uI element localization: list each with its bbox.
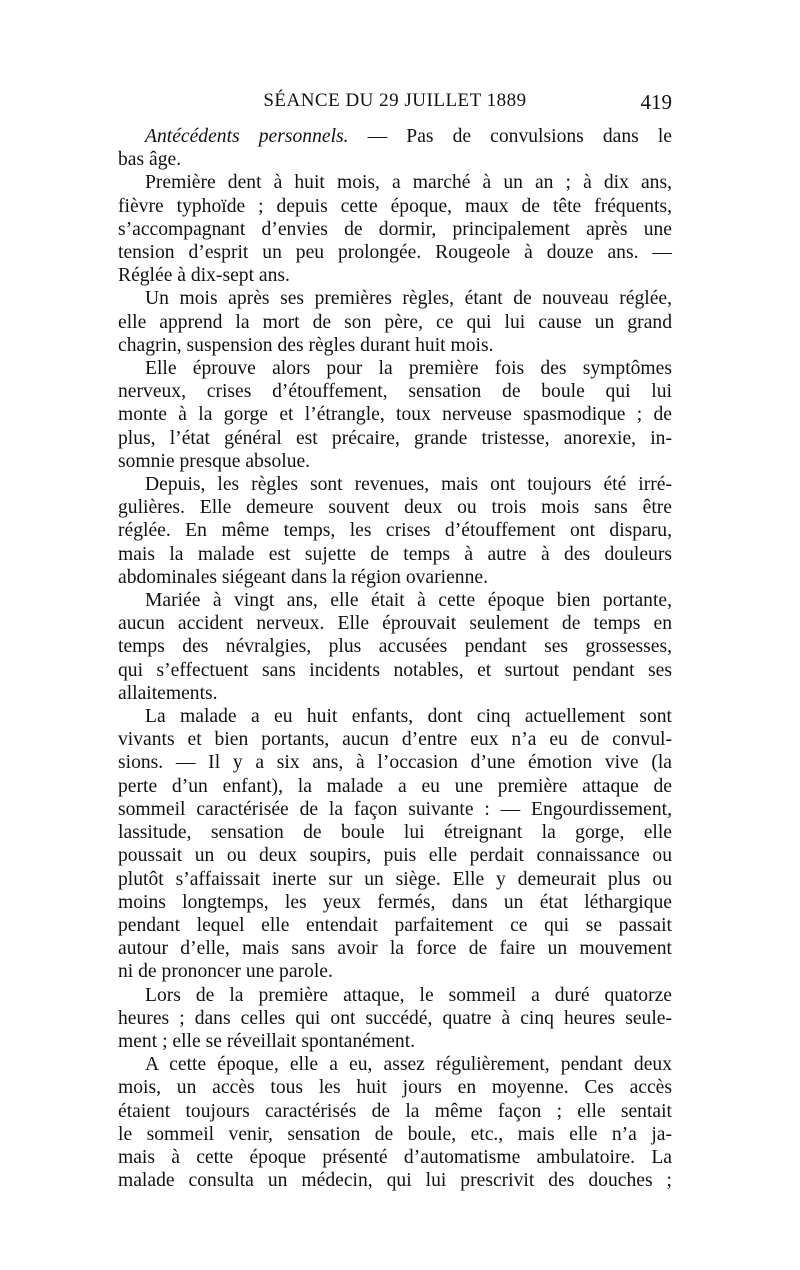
line-text: Un mois après ses premières règles, étant de nouveau réglée,	[145, 288, 672, 310]
line-text: La malade a eu huit enfants, dont cinq actuellement sont	[145, 706, 672, 728]
text-line	[118, 635, 672, 658]
text-line	[118, 543, 672, 566]
text-line	[118, 148, 672, 171]
line-text: monte à la gorge et l’étrangle, toux nerveuse spasmodique ; de	[118, 404, 672, 426]
text-line	[118, 287, 672, 310]
text-line	[118, 798, 672, 821]
text-line	[118, 1146, 672, 1169]
line-text: bas âge.	[118, 149, 182, 171]
text-line	[118, 427, 672, 450]
text-line	[118, 1030, 672, 1053]
line-text: allaitements.	[118, 682, 218, 704]
text-line	[118, 751, 672, 774]
line-text: temps des névralgies, plus accusées pendant ses grossesses,	[118, 636, 672, 658]
text-line	[118, 1007, 672, 1030]
text-line	[118, 682, 672, 705]
text-line	[118, 775, 672, 798]
line-text: pendant lequel elle entendait parfaitement ce qui se passait	[118, 914, 672, 936]
line-text: — Pas de convulsions dans le	[348, 126, 672, 147]
text-line	[118, 450, 672, 473]
line-text: Première dent à huit mois, a marché à un an ; à dix ans,	[145, 172, 672, 194]
text-line	[118, 937, 672, 960]
text-line	[118, 589, 672, 612]
line-text: Lors de la première attaque, le sommeil a duré quatorze	[145, 984, 672, 1006]
text-line	[118, 519, 672, 542]
text-line	[118, 1169, 672, 1192]
line-text: moins longtemps, les yeux fermés, dans un état léthargique	[118, 891, 672, 913]
text-line	[118, 195, 672, 218]
text-line	[118, 612, 672, 635]
line-text: aucun accident nerveux. Elle éprouvait seulement de temps en	[118, 613, 672, 635]
line-text: nerveux, crises d’étouffement, sensation de boule qui lui	[118, 381, 672, 403]
text-line	[118, 218, 672, 241]
text-line	[118, 380, 672, 403]
text-line	[118, 891, 672, 914]
line-text: plutôt s’affaissait inerte sur un siège. Elle y demeurait plus ou	[118, 868, 672, 890]
line-text: Réglée à dix-sept ans.	[118, 265, 290, 287]
line-text: elle apprend la mort de son père, ce qui lui cause un grand	[118, 311, 672, 333]
text-line	[118, 1053, 672, 1076]
text-line	[118, 984, 672, 1007]
running-head	[118, 90, 672, 118]
line-text: réglée. En même temps, les crises d’étouffement ont disparu,	[118, 520, 672, 542]
page-number: 419	[640, 90, 672, 114]
text-line	[118, 705, 672, 728]
line-text: mais la malade est sujette de temps à autre à des douleurs	[118, 543, 672, 565]
line-text: lassitude, sensation de boule lui étreignant la gorge, elle	[118, 822, 672, 844]
line-text: mois, un accès tous les huit jours en moyenne. Ces accès	[118, 1077, 672, 1099]
text-line	[118, 566, 672, 589]
line-text: étaient toujours caractérisés de la même façon ; elle sentait	[118, 1100, 672, 1122]
text-line	[118, 264, 672, 287]
text-line	[118, 960, 672, 983]
text-line	[118, 496, 672, 519]
line-text: mais à cette époque présenté d’automatisme ambulatoire. La	[118, 1146, 672, 1168]
text-line	[118, 241, 672, 264]
text-line	[118, 868, 672, 891]
line-text: ment ; elle se réveillait spontanément.	[118, 1030, 416, 1052]
line-text: fièvre typhoïde ; depuis cette époque, maux de tête fréquents,	[118, 195, 672, 217]
line-text: Mariée à vingt ans, elle était à cette époque bien portante,	[145, 590, 672, 612]
line-text: Depuis, les règles sont revenues, mais ont toujours été irré-	[145, 474, 672, 496]
line-text: s’accompagnant d’envies de dormir, principalement après une	[118, 218, 672, 240]
text-line	[118, 1076, 672, 1099]
line-text: somnie presque absolue.	[118, 450, 311, 472]
text-line	[118, 728, 672, 751]
text-line	[118, 914, 672, 937]
text-line	[118, 659, 672, 682]
body-text	[118, 125, 672, 1192]
line-text: A cette époque, elle a eu, assez régulièrement, pendant deux	[145, 1054, 672, 1076]
line-text: gulières. Elle demeure souvent deux ou trois mois sans être	[118, 497, 672, 519]
line-text: tension d’esprit un peu prolongée. Rougeole à douze ans. —	[118, 242, 672, 264]
line-text: poussait un ou deux soupirs, puis elle perdait connaissance ou	[118, 845, 672, 867]
text-line	[118, 1123, 672, 1146]
text-line	[118, 403, 672, 426]
text-line	[118, 1100, 672, 1123]
running-head-title: SÉANCE DU 29 JUILLET 1889	[263, 90, 527, 111]
text-line	[118, 171, 672, 194]
italic-heading: Antécédents personnels.	[145, 126, 349, 147]
line-text: sommeil caractérisée de la façon suivante : — Engourdissement,	[118, 798, 672, 820]
text-line	[118, 473, 672, 496]
text-line	[118, 311, 672, 334]
line-text: plus, l’état général est précaire, grande tristesse, anorexie, in-	[118, 427, 672, 449]
line-text: ni de prononcer une parole.	[118, 961, 333, 983]
line-text: heures ; dans celles qui ont succédé, quatre à cinq heures seule-	[118, 1007, 672, 1029]
line-text: abdominales siégeant dans la région ovarienne.	[118, 566, 488, 588]
text-line	[118, 821, 672, 844]
line-text: malade consulta un médecin, qui lui prescrivit des douches ;	[118, 1170, 672, 1192]
line-text: Elle éprouve alors pour la première fois des symptômes	[145, 358, 672, 380]
text-line	[118, 125, 672, 148]
line-text: chagrin, suspension des règles durant huit mois.	[118, 334, 494, 356]
text-line	[118, 334, 672, 357]
line-text: le sommeil venir, sensation de boule, etc., mais elle n’a ja-	[118, 1123, 672, 1145]
text-line	[118, 844, 672, 867]
line-text: vivants et bien portants, aucun d’entre eux n’a eu de convul-	[118, 729, 672, 751]
text-line	[118, 357, 672, 380]
line-text: autour d’elle, mais sans avoir la force de faire un mouvement	[118, 938, 672, 960]
line-text: sions. — Il y a six ans, à l’occasion d’une émotion vive (la	[118, 752, 672, 774]
line-text: perte d’un enfant), la malade a eu une première attaque de	[118, 775, 672, 797]
line-text: qui s’effectuent sans incidents notables, et surtout pendant ses	[118, 659, 672, 681]
